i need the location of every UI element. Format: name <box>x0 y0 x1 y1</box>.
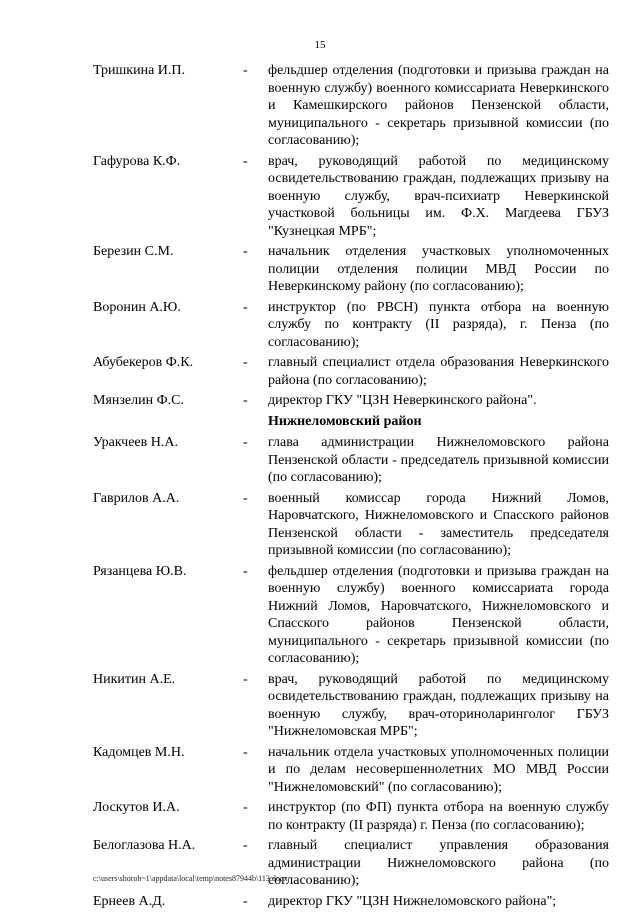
separator-dash: - <box>243 671 248 687</box>
member-name: Гаврилов А.А. <box>93 490 180 506</box>
separator-dash: - <box>243 800 248 815</box>
separator-dash: - <box>243 893 248 909</box>
roster-row <box>93 392 609 410</box>
separator-dash: - <box>243 299 248 315</box>
member-name: Белоглазова Н.А. <box>93 838 196 853</box>
separator-dash: - <box>243 393 248 408</box>
member-position: инструктор (по РВСН) пункта отбора на военную службу по контракту (II разряда), г. Пенза (по согласованию); <box>268 299 609 350</box>
roster-row <box>93 893 609 911</box>
member-name: Ернеев А.Д. <box>93 893 166 909</box>
member-name: Лоскутов И.А. <box>93 800 180 815</box>
member-name: Гафурова К.Ф. <box>93 153 181 169</box>
separator-dash: - <box>243 244 248 259</box>
roster-row <box>93 671 609 741</box>
separator-dash: - <box>243 563 248 579</box>
roster-row <box>93 563 609 668</box>
roster-row <box>93 153 609 241</box>
member-position: инструктор (по ФП) пункта отбора на военную службу по контракту (II разряда) г. Пенза (по согласованию); <box>268 800 609 833</box>
roster-row <box>93 744 609 797</box>
roster-row <box>93 243 609 296</box>
roster-row <box>93 299 609 352</box>
member-position: директор ГКУ "ЦЗН Нижнеломовского района"; <box>268 893 557 909</box>
member-position: врач, руководящий работой по медицинскому освидетельствованию граждан, подлежащих призыву на военную службу, врач-оториноларинголог ГБУЗ "Нижнеломовская МРБ"; <box>268 671 609 739</box>
member-position: начальник отдела участковых уполномоченных полиции и по делам несовершеннолетних МО МВД России "Нижнеломовский" (по согласованию); <box>268 744 609 795</box>
member-position: начальник отделения участковых уполномоченных полиции отделения полиции МВД России по Неверкинскому району (по согласованию); <box>268 244 609 294</box>
separator-dash: - <box>243 490 248 506</box>
member-position: фельдшер отделения (подготовки и призыва граждан на военную службу) военного комиссариата города Нижний Ломов, Наровчатского, Нижнеломовского и Спасского районов Пензенской области, муниципального - секретарь призывной комиссии (по согласованию); <box>268 563 609 666</box>
member-name: Рязанцева Ю.В. <box>93 563 187 579</box>
footer-file-path: c:\users\shoroh~1\appdata\local\temp\notes87944b\113.docx <box>93 874 288 883</box>
member-name: Уракчеев Н.А. <box>93 435 178 450</box>
commission-roster <box>93 62 609 913</box>
member-name: Воронин А.Ю. <box>93 299 181 315</box>
member-position: главный специалист управления образования администрации Нижнеломовского района (по согласованию); <box>268 838 609 888</box>
separator-dash: - <box>243 838 248 853</box>
member-position: врач, руководящий работой по медицинскому освидетельствованию граждан, подлежащих призыву на военную службу, врач-психиатр Неверкинской участковой больницы им. Ф.Х. Магдеева ГБУЗ "Кузнецкая МРБ"; <box>268 153 609 239</box>
separator-dash: - <box>243 744 248 760</box>
member-name: Тришкина И.П. <box>93 63 186 78</box>
member-name: Кадомцев М.Н. <box>93 744 185 760</box>
roster-row <box>93 62 609 150</box>
member-name: Абубекеров Ф.К. <box>93 355 194 370</box>
member-position: директор ГКУ "ЦЗН Неверкинского района". <box>268 393 537 408</box>
page-number: 15 <box>314 39 326 51</box>
separator-dash: - <box>243 63 248 78</box>
member-name: Березин С.М. <box>93 244 174 259</box>
member-position: фельдшер отделения (подготовки и призыва граждан на военную службу) военного комиссариата Неверкинского и Камешкирского районов Пензенской области, муниципального - секретарь призывной комиссии (по согласованию); <box>268 63 609 148</box>
separator-dash: - <box>243 435 248 450</box>
roster-row <box>93 799 609 834</box>
roster-row <box>93 354 609 389</box>
member-position: глава администрации Нижнеломовского района Пензенской области - председатель призывной комиссии (по согласованию); <box>268 435 609 485</box>
member-name: Никитин А.Е. <box>93 671 176 687</box>
member-name: Мянзелин Ф.С. <box>93 393 184 408</box>
roster-row <box>93 434 609 487</box>
member-position: военный комиссар города Нижний Ломов, Наровчатского, Нижнеломовского и Спасского районов Пензенской области - заместитель председателя призывной комиссии (по согласованию); <box>268 490 609 558</box>
separator-dash: - <box>243 355 248 370</box>
section-title: Нижнеломовский район <box>268 413 422 429</box>
roster-row <box>93 490 609 560</box>
member-position: главный специалист отдела образования Неверкинского района (по согласованию); <box>268 355 609 388</box>
separator-dash: - <box>243 153 248 169</box>
